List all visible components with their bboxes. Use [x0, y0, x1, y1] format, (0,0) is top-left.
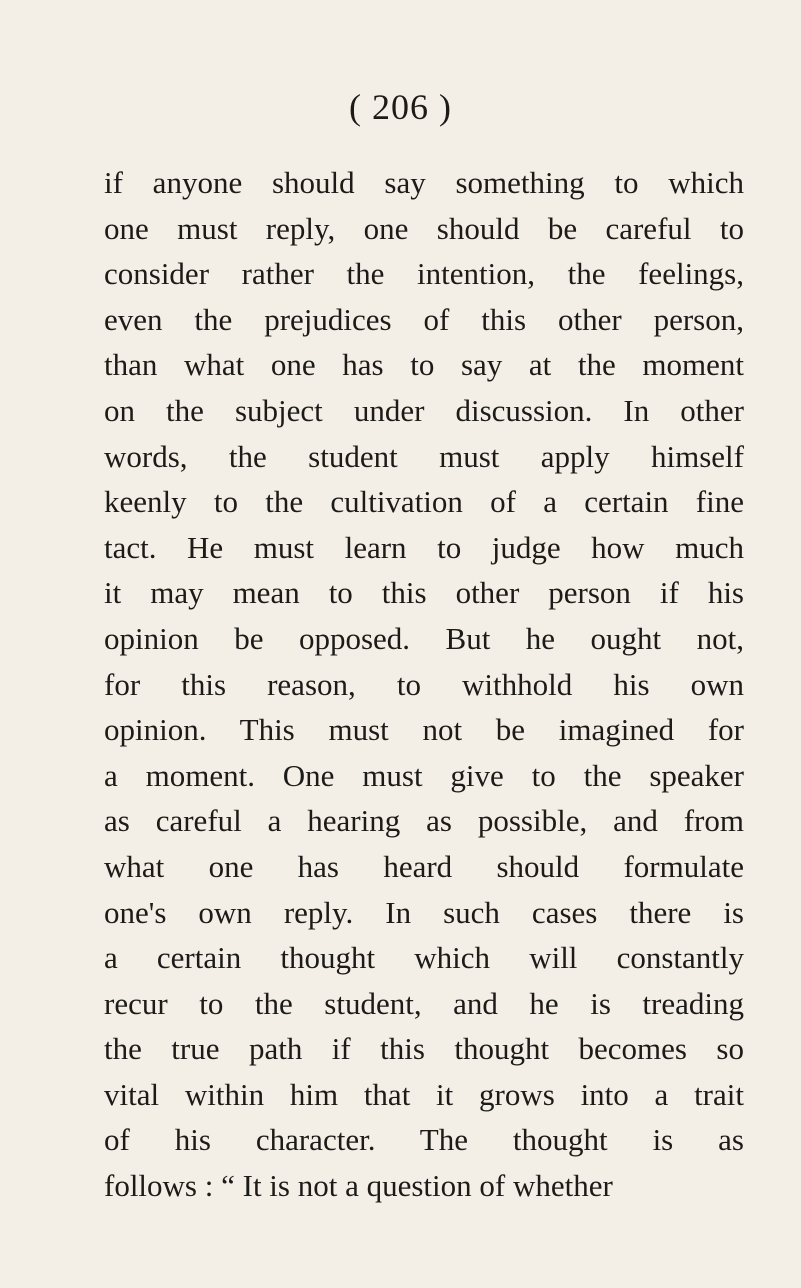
text-line: follows : “ It is not a question of whether [104, 1168, 613, 1204]
text-line: opinion. This must not be imagined for [104, 712, 744, 748]
text-line: tact. He must learn to judge how much [104, 529, 744, 565]
text-line: keenly to the cultivation of a certain fine [104, 484, 744, 520]
text-line: a certain thought which will constantly [104, 940, 744, 976]
text-line: opinion be opposed. But he ought not, [104, 620, 744, 656]
text-line: words, the student must apply himself [104, 438, 744, 474]
text-line: vital within him that it grows into a trait [104, 1076, 744, 1112]
body-paragraph [104, 160, 744, 1209]
text-line: recur to the student, and he is treading [104, 985, 744, 1021]
page-number: ( 206 ) [349, 87, 452, 127]
text-line: it may mean to this other person if his [104, 575, 744, 611]
text-line: even the prejudices of this other person, [104, 301, 744, 337]
text-line: if anyone should say something to which [104, 165, 744, 200]
text-line: consider rather the intention, the feelings, [104, 256, 744, 292]
text-line: for this reason, to withhold his own [104, 666, 744, 702]
text-line: what one has heard should formulate [104, 848, 744, 884]
text-line: on the subject under discussion. In other [104, 392, 744, 428]
text-line: a moment. One must give to the speaker [104, 757, 744, 793]
text-line: as careful a hearing as possible, and from [104, 803, 744, 839]
text-line: than what one has to say at the moment [104, 347, 744, 383]
text-line: of his character. The thought is as [104, 1122, 744, 1158]
text-line: one must reply, one should be careful to [104, 210, 744, 246]
text-line: one's own reply. In such cases there is [104, 894, 744, 930]
text-line: the true path if this thought becomes so [104, 1031, 744, 1067]
